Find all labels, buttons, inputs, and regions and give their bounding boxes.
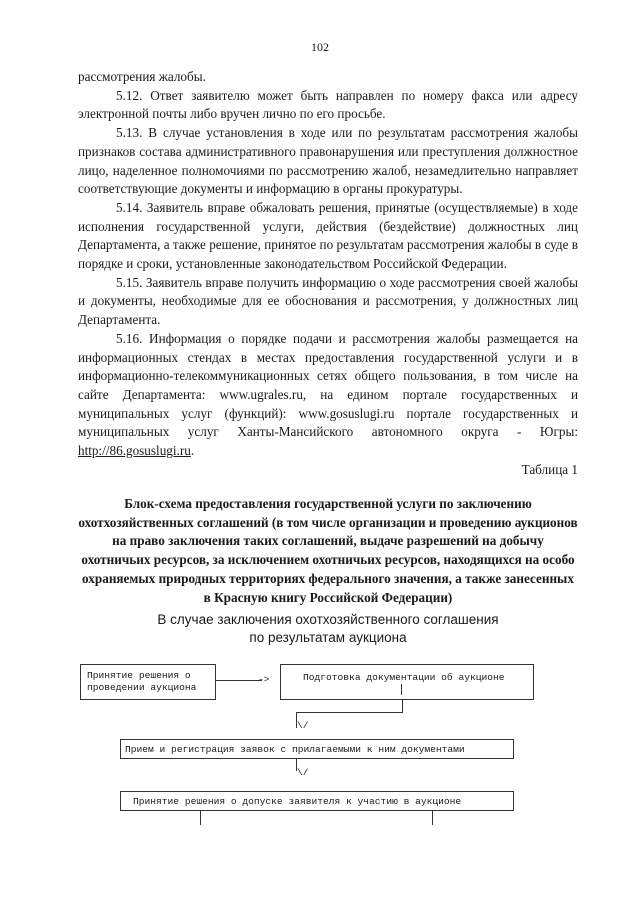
connector-bottom-left [200, 811, 201, 825]
paragraph-continuation: рассмотрения жалобы. [78, 69, 206, 84]
paragraph-5-14: 5.14. Заявитель вправе обжаловать решения, принятые (осуществляемые) в ходе исполнения государственной услуги, действия (бездействие) должностных лиц Департамента, а также решение, принятое по результатам рассмотрения жалобы в суде в порядке и сроки, установленные законодательством Российской Федерации. [78, 199, 578, 272]
flow-box-application-intake [120, 739, 514, 759]
documentation-tick [401, 684, 402, 695]
flow-box-documentation [280, 664, 534, 700]
paragraph-5-12: 5.12. Ответ заявителю может быть направлен по номеру факса или адресу электронной почты либо вручен лично по его просьбе. [78, 87, 578, 122]
regional-portal-link[interactable]: http://86.gosuslugi.ru [78, 443, 191, 459]
subtitle-line-2: по результатам аукциона [249, 630, 407, 645]
flow-box-documentation-label: Подготовка документации об аукционе [303, 672, 505, 683]
table-label: Таблица 1 [521, 461, 578, 477]
paragraph-5-15: 5.15. Заявитель вправе получить информацию о ходе рассмотрения своей жалобы и документы, необходимые для ее обоснования и рассмотрения, у должностных лиц Департамента. [78, 274, 578, 328]
flow-box-decision-line-2: проведении аукциона [87, 682, 197, 693]
flow-box-decision-line-1: Принятие решения о [87, 670, 191, 681]
paragraph-5-16-end: . [190, 443, 195, 459]
flowchart-subtitle [78, 611, 578, 647]
paragraph-5-16-text: 5.16. Информация о порядке подачи и рассмотрения жалобы размещается на информационных стендах в местах предоставления государственной услуги и в информационно-телекоммуникационных сетях общего пользования, в том числе на сайте Департамента: www.ugrales.ru, на едином портале государственных и муниципальных услуг (функций): www.gosuslugi.ru портале государственных и муниципальных услуг Ханты-Мансийского автономного округа - Югры: [78, 330, 578, 440]
page-number: 102 [311, 40, 329, 54]
arrow-down-icon: \/ [297, 767, 309, 778]
paragraph-5-13: 5.13. В случае установления в ходе или по результатам рассмотрения жалобы признаков состава административного правонарушения или преступления должностное лицо, наделенное полномочиями по рассмотрению жалоб, незамедлительно направляет соответствующие документы и информацию в органы прокуратуры. [78, 125, 578, 197]
flow-box-admission-decision [120, 791, 514, 811]
connector-down-1-right [402, 700, 403, 713]
paragraph-5-16 [78, 330, 578, 461]
connector-down-1-top [296, 712, 403, 713]
connector-right [216, 680, 262, 681]
flow-box-application-label: Прием и регистрация заявок с прилагаемыми к ним документами [125, 744, 465, 755]
flow-box-decision-auction [80, 664, 216, 700]
arrow-right-icon: -> [258, 674, 270, 685]
document-body [78, 68, 578, 479]
subtitle-line-1: В случае заключения охотхозяйственного соглашения [157, 612, 499, 627]
connector-bottom-right [432, 811, 433, 825]
flowchart-title: Блок-схема предоставления государственной услуги по заключению охотхозяйственных соглашений (в том числе организации и проведению аукционов на право заключения таких соглашений, выдаче разрешений на добычу охотничьих ресурсов, за исключением охотничьих ресурсов, находящихся на особо охраняемых природных территориях федерального значения, а также занесенных в Красную книгу Российской Федерации) [78, 496, 578, 605]
flow-box-admission-label: Принятие решения о допуске заявителя к участию в аукционе [133, 796, 462, 807]
arrow-down-icon: \/ [297, 720, 309, 731]
